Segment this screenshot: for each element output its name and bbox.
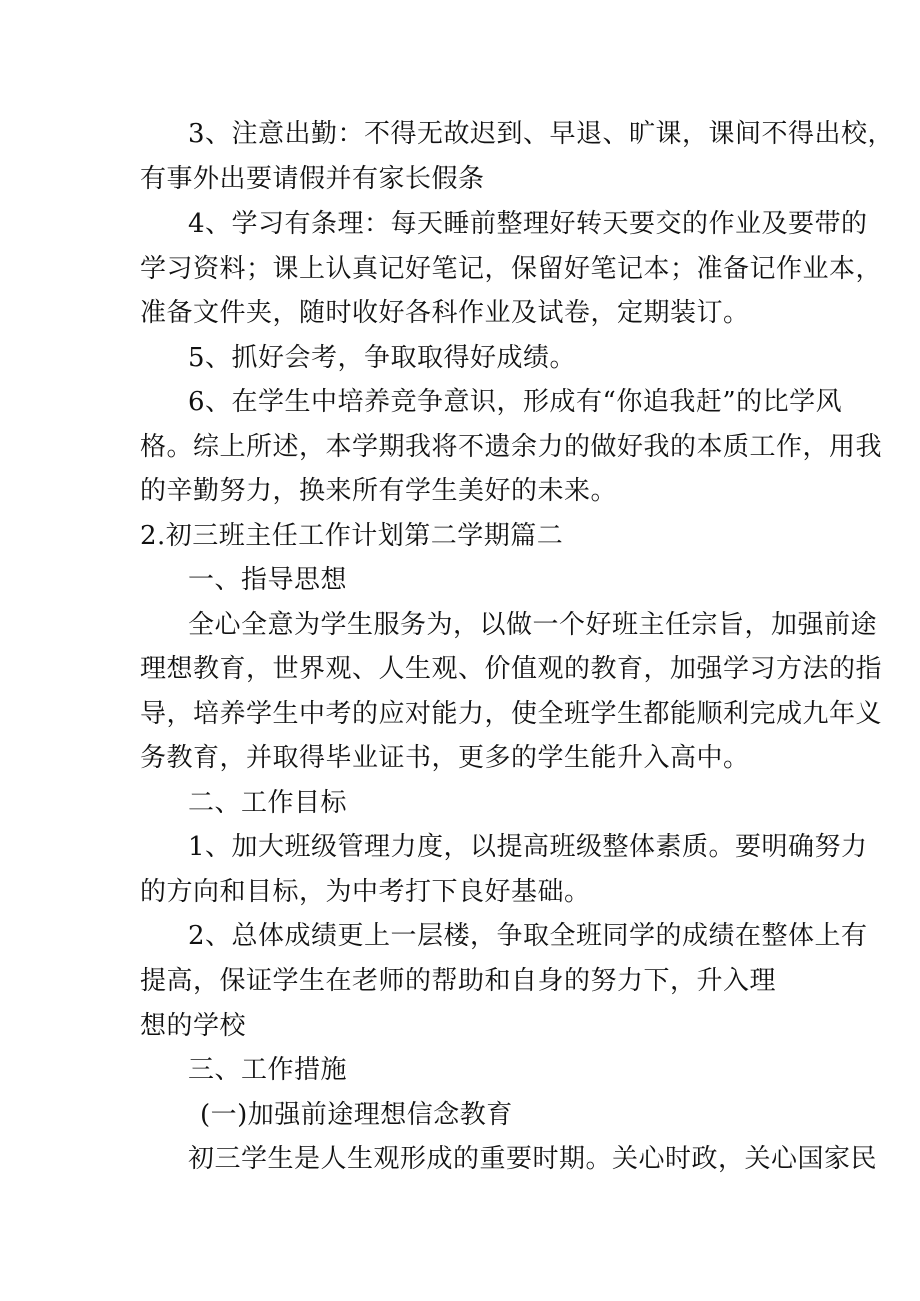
paragraph-line: 5、抓好会考，争取取得好成绩。 bbox=[188, 343, 577, 373]
section-heading: 二、工作目标 bbox=[188, 788, 348, 818]
paragraph-line: 准备文件夹，随时收好各科作业及试卷，定期装订。 bbox=[140, 298, 750, 328]
paragraph-line: 想的学校 bbox=[140, 1011, 247, 1041]
paragraph-line: 务教育，并取得毕业证书，更多的学生能升入高中。 bbox=[140, 743, 750, 773]
paragraph-line: 全心全意为学生服务为，以做一个好班主任宗旨，加强前途 bbox=[188, 610, 878, 640]
paragraph-line: 6、在学生中培养竞争意识，形成有“你追我赶”的比学风 bbox=[188, 387, 843, 417]
paragraph-line: 有事外出要请假并有家长假条 bbox=[140, 164, 485, 194]
section-heading: 一、指导思想 bbox=[188, 565, 348, 595]
paragraph-line: 理想教育，世界观、人生观、价值观的教育，加强学习方法的指 bbox=[140, 654, 883, 684]
paragraph-line: 1、加大班级管理力度，以提高班级整体素质。要明确努力 bbox=[188, 832, 868, 862]
paragraph-line: 格。综上所述，本学期我将不遗余力的做好我的本质工作，用我 bbox=[140, 432, 883, 462]
paragraph-line: 3、注意出勤：不得无故迟到、早退、旷课，课间不得出校， bbox=[188, 119, 895, 149]
paragraph-line: 提高，保证学生在老师的帮助和自身的努力下，升入理 bbox=[140, 966, 777, 996]
paragraph-line: 4、学习有条理：每天睡前整理好转天要交的作业及要带的 bbox=[188, 209, 868, 239]
paragraph-line: 导，培养学生中考的应对能力，使全班学生都能顺利完成九年义 bbox=[140, 699, 883, 729]
paragraph-line: 初三学生是人生观形成的重要时期。关心时政，关心国家民 bbox=[188, 1144, 878, 1174]
section-heading: 2.初三班主任工作计划第二学期篇二 bbox=[140, 521, 564, 551]
subsection-heading: (一)加强前途理想信念教育 bbox=[200, 1100, 513, 1130]
paragraph-line: 的辛勤努力，换来所有学生美好的未来。 bbox=[140, 476, 618, 506]
paragraph-line: 的方向和目标，为中考打下良好基础。 bbox=[140, 877, 591, 907]
section-heading: 三、工作措施 bbox=[188, 1055, 348, 1085]
paragraph-line: 学习资料；课上认真记好笔记，保留好笔记本；准备记作业本， bbox=[140, 254, 883, 284]
paragraph-line: 2、总体成绩更上一层楼，争取全班同学的成绩在整体上有 bbox=[188, 921, 868, 951]
